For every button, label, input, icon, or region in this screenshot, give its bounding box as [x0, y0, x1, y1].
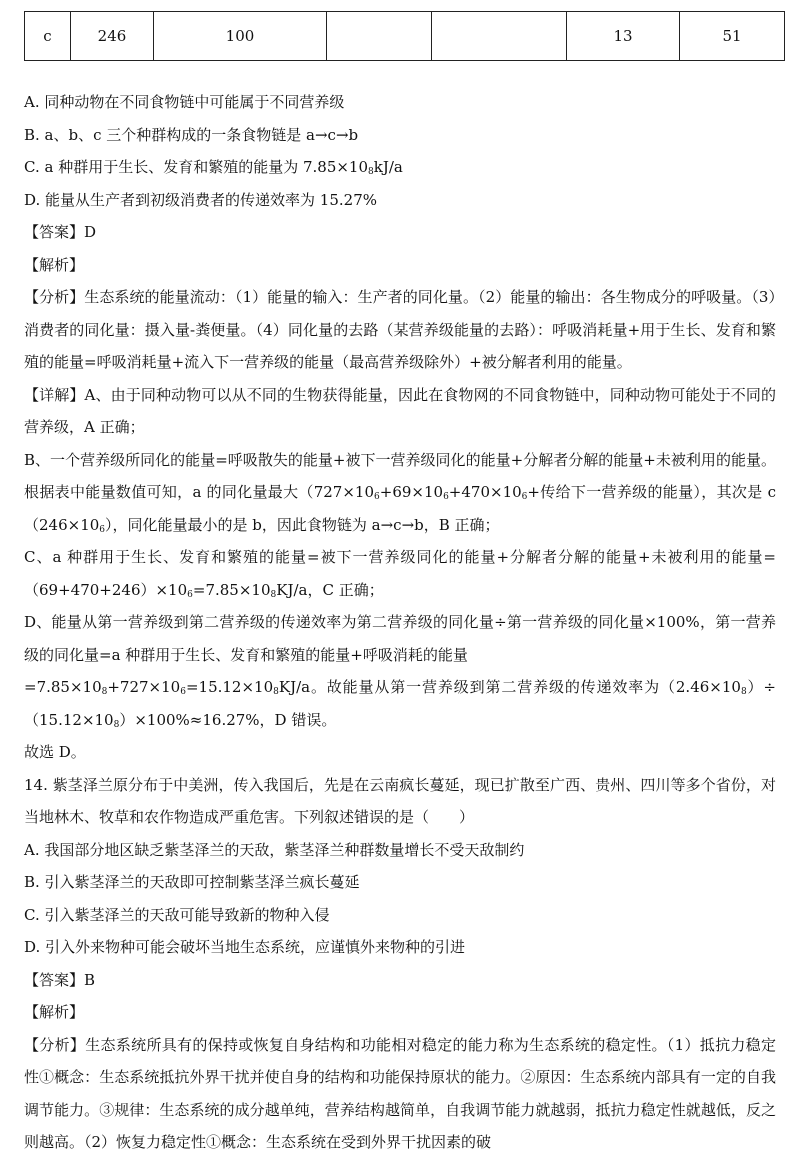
q14-option-c: C. 引入紫茎泽兰的天敌可能导致新的物种入侵: [24, 905, 330, 924]
text: ）×100%≈16.27%，D 错误。: [119, 710, 337, 729]
q14-analysis: 【分析】生态系统所具有的保持或恢复自身结构和功能相对稳定的能力称为生态系统的稳定性。（1）抵抗力稳定性①概念：生态系统抵抗外界干扰并使自身的结构和功能保持原状的能力。②原因：生态系统内部具有一定的自我调节能力。③规律：生态系统的成分越单纯，营养结构越简单，自我调节能力就越弱，抵抗力稳定性就越低，反之则越高。（2）恢复力稳定性①概念：生态系统在受到外界干扰因素的破: [24, 1035, 776, 1151]
subscript: 8: [368, 167, 374, 177]
q13-answer: 【答案】D: [24, 223, 97, 241]
text: =15.12×10: [185, 678, 274, 696]
table-cell: c: [25, 12, 71, 61]
q14-stem: 14. 紫茎泽兰原分布于中美洲，传入我国后，先是在云南疯长蔓延，现已扩散至广西、贵州、四川等多个省份，对当地林木、牧草和农作物造成严重危害。下列叙述错误的是（ ）: [24, 775, 776, 826]
q14-option-a: A. 我国部分地区缺乏紫茎泽兰的天敌，紫茎泽兰种群数量增长不受天敌制约: [24, 840, 525, 859]
q14-option-b: B. 引入紫茎泽兰的天敌即可控制紫茎泽兰疯长蔓延: [24, 873, 360, 891]
table-cell: 100: [154, 12, 327, 61]
subscript: 8: [113, 719, 120, 730]
text: +传给下一营养级的能量），其次是 c（246×10: [24, 483, 777, 534]
q13-option-c-text: C. a 种群用于生长、发育和繁殖的能量为 7.85×10: [24, 158, 369, 176]
table-cell: [432, 12, 567, 61]
subscript: 6: [443, 492, 449, 502]
table-cell: 51: [680, 12, 785, 61]
table-cell: 246: [71, 12, 154, 61]
q14-option-d: D. 引入外来物种可能会破坏当地生态系统，应谨慎外来物种的引进: [24, 938, 466, 956]
text: +727×10: [107, 678, 181, 696]
q13-detail-a: 【详解】A、由于同种动物可以从不同的生物获得能量，因此在食物网的不同食物链中，同种动物可能处于不同的营养级，A 正确；: [24, 385, 776, 436]
q13-option-a: A. 同种动物在不同食物链中可能属于不同营养级: [24, 93, 345, 111]
table-cell: 13: [567, 12, 680, 61]
q13-option-c: [24, 151, 776, 184]
text: B、一个营养级所同化的能量=呼吸散失的能量+被下一营养级同化的能量+分解者分解的能量+未被利用的能量。根据表中能量数值可知，a 的同化量最大（727×10: [24, 450, 776, 501]
q13-conclusion: 故选 D。: [24, 743, 86, 761]
text: +470×10: [448, 483, 522, 501]
subscript: 8: [740, 687, 747, 697]
q13-detail-b: [24, 444, 776, 542]
table-row: [25, 12, 785, 61]
subscript: 6: [180, 687, 186, 697]
text: ）÷（15.12×10: [24, 678, 776, 729]
text: =7.85×10: [24, 678, 102, 696]
text: =7.85×10: [192, 580, 271, 599]
q13-detail-d-calc: [24, 671, 776, 736]
text: +69×10: [379, 483, 444, 501]
subscript: 6: [374, 492, 380, 502]
q13-option-b: B. a、b、c 三个种群构成的一条食物链是 a→c→b: [24, 125, 359, 144]
text: KJ/a，C 正确；: [276, 580, 384, 599]
q14-answer: 【答案】B: [24, 970, 96, 989]
document-body: [24, 86, 776, 1159]
text: KJ/a。故能量从第一营养级到第二营养级的传递效率为（2.46×10: [278, 678, 741, 696]
subscript: 8: [101, 687, 108, 697]
text: ），同化能量最小的是 b，因此食物链为 a→c→b，B 正确；: [105, 515, 500, 534]
q13-detail-c: [24, 541, 776, 606]
q13-detail-d: [24, 606, 776, 671]
q13-analysis: 【分析】生态系统的能量流动：（1）能量的输入：生产者的同化量。（2）能量的输出：各生物成分的呼吸量。（3）消费者的同化量：摄入量-粪便量。（4）同化量的去路（某营养级能量的去路）：呼吸消耗量+用于生长、发育和繁殖的能量=呼吸消耗量+流入下一营养级的能量（最高营养级除外）+被分解者利用的能量。: [24, 288, 776, 371]
q13-analysis-heading: 【解析】: [24, 255, 85, 274]
unit: kJ/a: [373, 158, 403, 176]
text: C、a 种群用于生长、发育和繁殖的能量=被下一营养级同化的能量+分解者分解的能量+未被利用的能量=（69+470+246）×10: [24, 548, 776, 599]
q13-option-d: D. 能量从生产者到初级消费者的传递效率为 15.27%: [24, 190, 377, 209]
subscript: 6: [99, 524, 106, 535]
text: D、能量从第一营养级到第二营养级的传递效率为第二营养级的同化量÷第一营养级的同化量×100%，第一营养级的同化量=a 种群用于生长、发育和繁殖的能量+呼吸消耗的能量: [24, 613, 776, 664]
subscript: 6: [521, 492, 528, 502]
table-cell: [327, 12, 432, 61]
q14-analysis-heading: 【解析】: [24, 1003, 85, 1021]
subscript: 6: [187, 589, 193, 600]
energy-table: [24, 11, 785, 61]
subscript: 8: [270, 589, 277, 600]
subscript: 8: [273, 687, 279, 697]
